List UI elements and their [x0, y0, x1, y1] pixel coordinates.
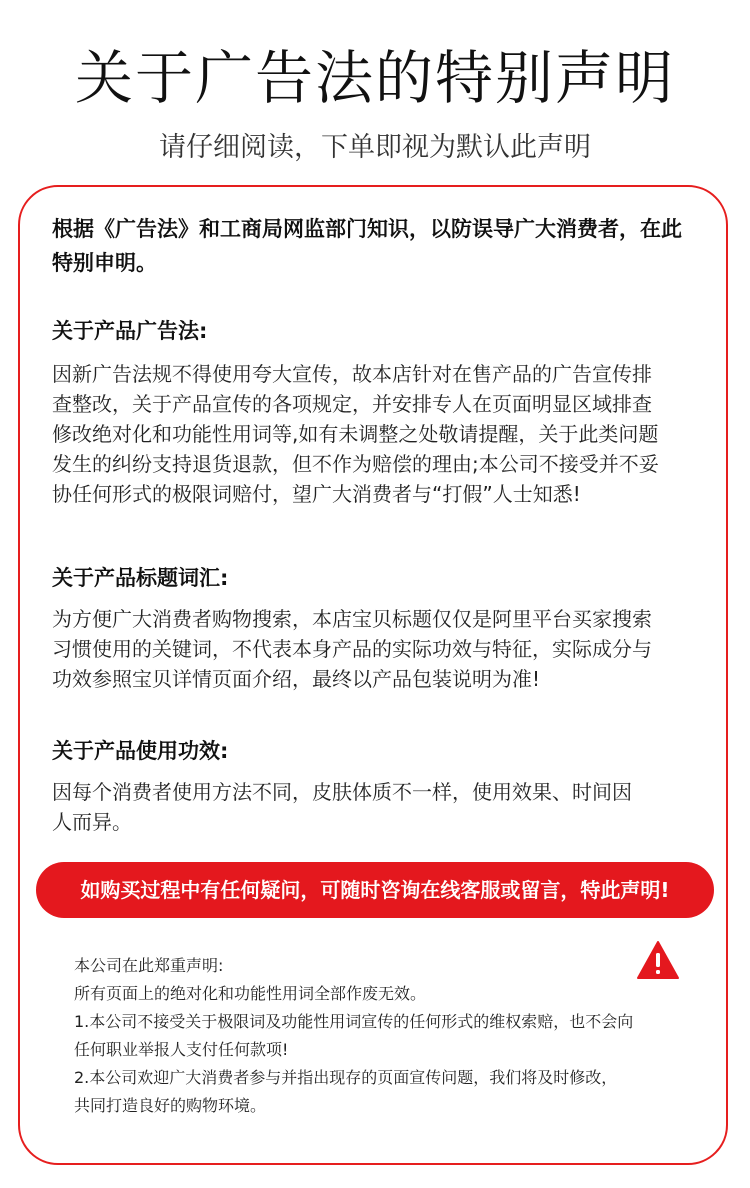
notice-line: 2.本公司欢迎广大消费者参与并指出现存的页面宣传问题，我们将及时修改， — [74, 1068, 618, 1087]
body-line: 因每个消费者使用方法不同，皮肤体质不一样，使用效果、时间因 — [52, 780, 632, 804]
body-line: 习惯使用的关键词，不代表本身产品的实际功效与特征，实际成分与 — [52, 637, 652, 661]
body-line: 修改绝对化和功能性用词等,如有未调整之处敬请提醒，关于此类问题 — [52, 422, 659, 446]
body-line: 发生的纠纷支持退货退款，但不作为赔偿的理由;本公司不接受并不妥 — [52, 452, 659, 476]
section-body-title-terms — [52, 604, 702, 694]
page-subtitle: 请仔细阅读，下单即视为默认此声明 — [159, 132, 591, 163]
page-title: 关于广告法的特别声明 — [74, 44, 675, 112]
section-heading-effects: 关于产品使用功效: — [52, 739, 229, 763]
body-line: 查整改，关于产品宣传的各项规定，并安排专人在页面明显区域排查 — [52, 392, 652, 416]
section-body-advertising-law — [52, 359, 702, 509]
body-line: 功效参照宝贝详情页面介绍，最终以产品包装说明为准! — [52, 667, 541, 691]
body-line: 因新广告法规不得使用夸大宣传，故本店针对在售产品的广告宣传排 — [52, 362, 652, 386]
body-line: 协任何形式的极限词赔付，望广大消费者与“打假”人士知悉! — [52, 482, 581, 506]
body-line: 人而异。 — [52, 810, 132, 834]
section-body-effects — [52, 777, 702, 837]
section-heading-advertising-law: 关于产品广告法: — [52, 319, 208, 343]
notice-line: 本公司在此郑重声明: — [74, 956, 224, 975]
contact-banner: 如购买过程中有任何疑问，可随时咨询在线客服或留言，特此声明! — [36, 862, 714, 918]
body-line: 为方便广大消费者购物搜索，本店宝贝标题仅仅是阿里平台买家搜索 — [52, 607, 652, 631]
section-heading-title-terms: 关于产品标题词汇: — [52, 566, 229, 590]
notice-line: 任何职业举报人支付任何款项! — [74, 1040, 289, 1059]
intro-text: 根据《广告法》和工商局网监部门知识，以防误导广大消费者，在此特别申明。 — [52, 217, 682, 275]
notice-line: 共同打造良好的购物环境。 — [74, 1096, 267, 1115]
notice-line: 1.本公司不接受关于极限词及功能性用词宣传的任何形式的维权索赔，也不会向 — [74, 1012, 634, 1031]
notice-block — [74, 952, 714, 1120]
notice-line: 所有页面上的绝对化和功能性用词全部作废无效。 — [74, 984, 427, 1003]
